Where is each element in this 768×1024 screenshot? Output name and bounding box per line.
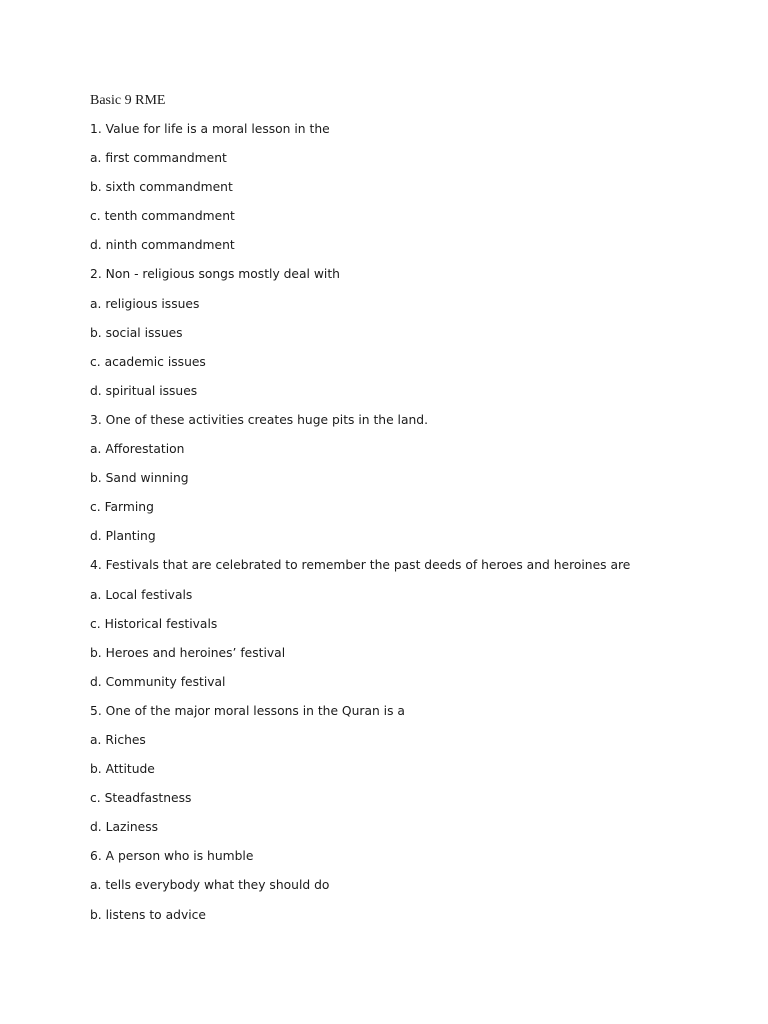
option-5b: b. Attitude [90,762,155,777]
option-5c: c. Steadfastness [90,791,192,806]
option-5d: d. Laziness [90,820,159,835]
document-title: Basic 9 RME [90,93,166,108]
option-2b: b. social issues [90,325,183,340]
option-3c: c. Farming [90,500,154,515]
question-list [90,121,730,936]
option-4a: a. Local festivals [90,587,193,602]
option-3a: a. Afforestation [90,442,185,457]
option-3b: b. Sand winning [90,471,189,486]
question-3: 3. One of these activities creates huge pits in the land. [90,412,429,427]
option-1a: a. first commandment [90,151,227,166]
option-3d: d. Planting [90,529,156,544]
question-2: 2. Non - religious songs mostly deal with [90,267,340,282]
option-2c: c. academic issues [90,354,206,369]
question-6: 6. A person who is humble [90,849,254,864]
option-6a: a. tells everybody what they should do [90,878,330,893]
question-1: 1. Value for life is a moral lesson in the [90,122,330,136]
option-2a: a. religious issues [90,296,200,311]
option-1b: b. sixth commandment [90,180,233,195]
option-4b: b. Heroes and heroines’ festival [90,645,286,660]
option-5a: a. Riches [90,732,146,747]
option-4c: c. Historical festivals [90,616,218,631]
option-2d: d. spiritual issues [90,383,198,398]
question-5: 5. One of the major moral lessons in the Quran is a [90,703,405,718]
option-4d: d. Community festival [90,674,226,689]
option-6b: b. listens to advice [90,907,206,922]
option-1c: c. tenth commandment [90,209,235,224]
option-1d: d. ninth commandment [90,238,235,253]
question-4: 4. Festivals that are celebrated to remember the past deeds of heroes and heroines are [90,558,631,573]
